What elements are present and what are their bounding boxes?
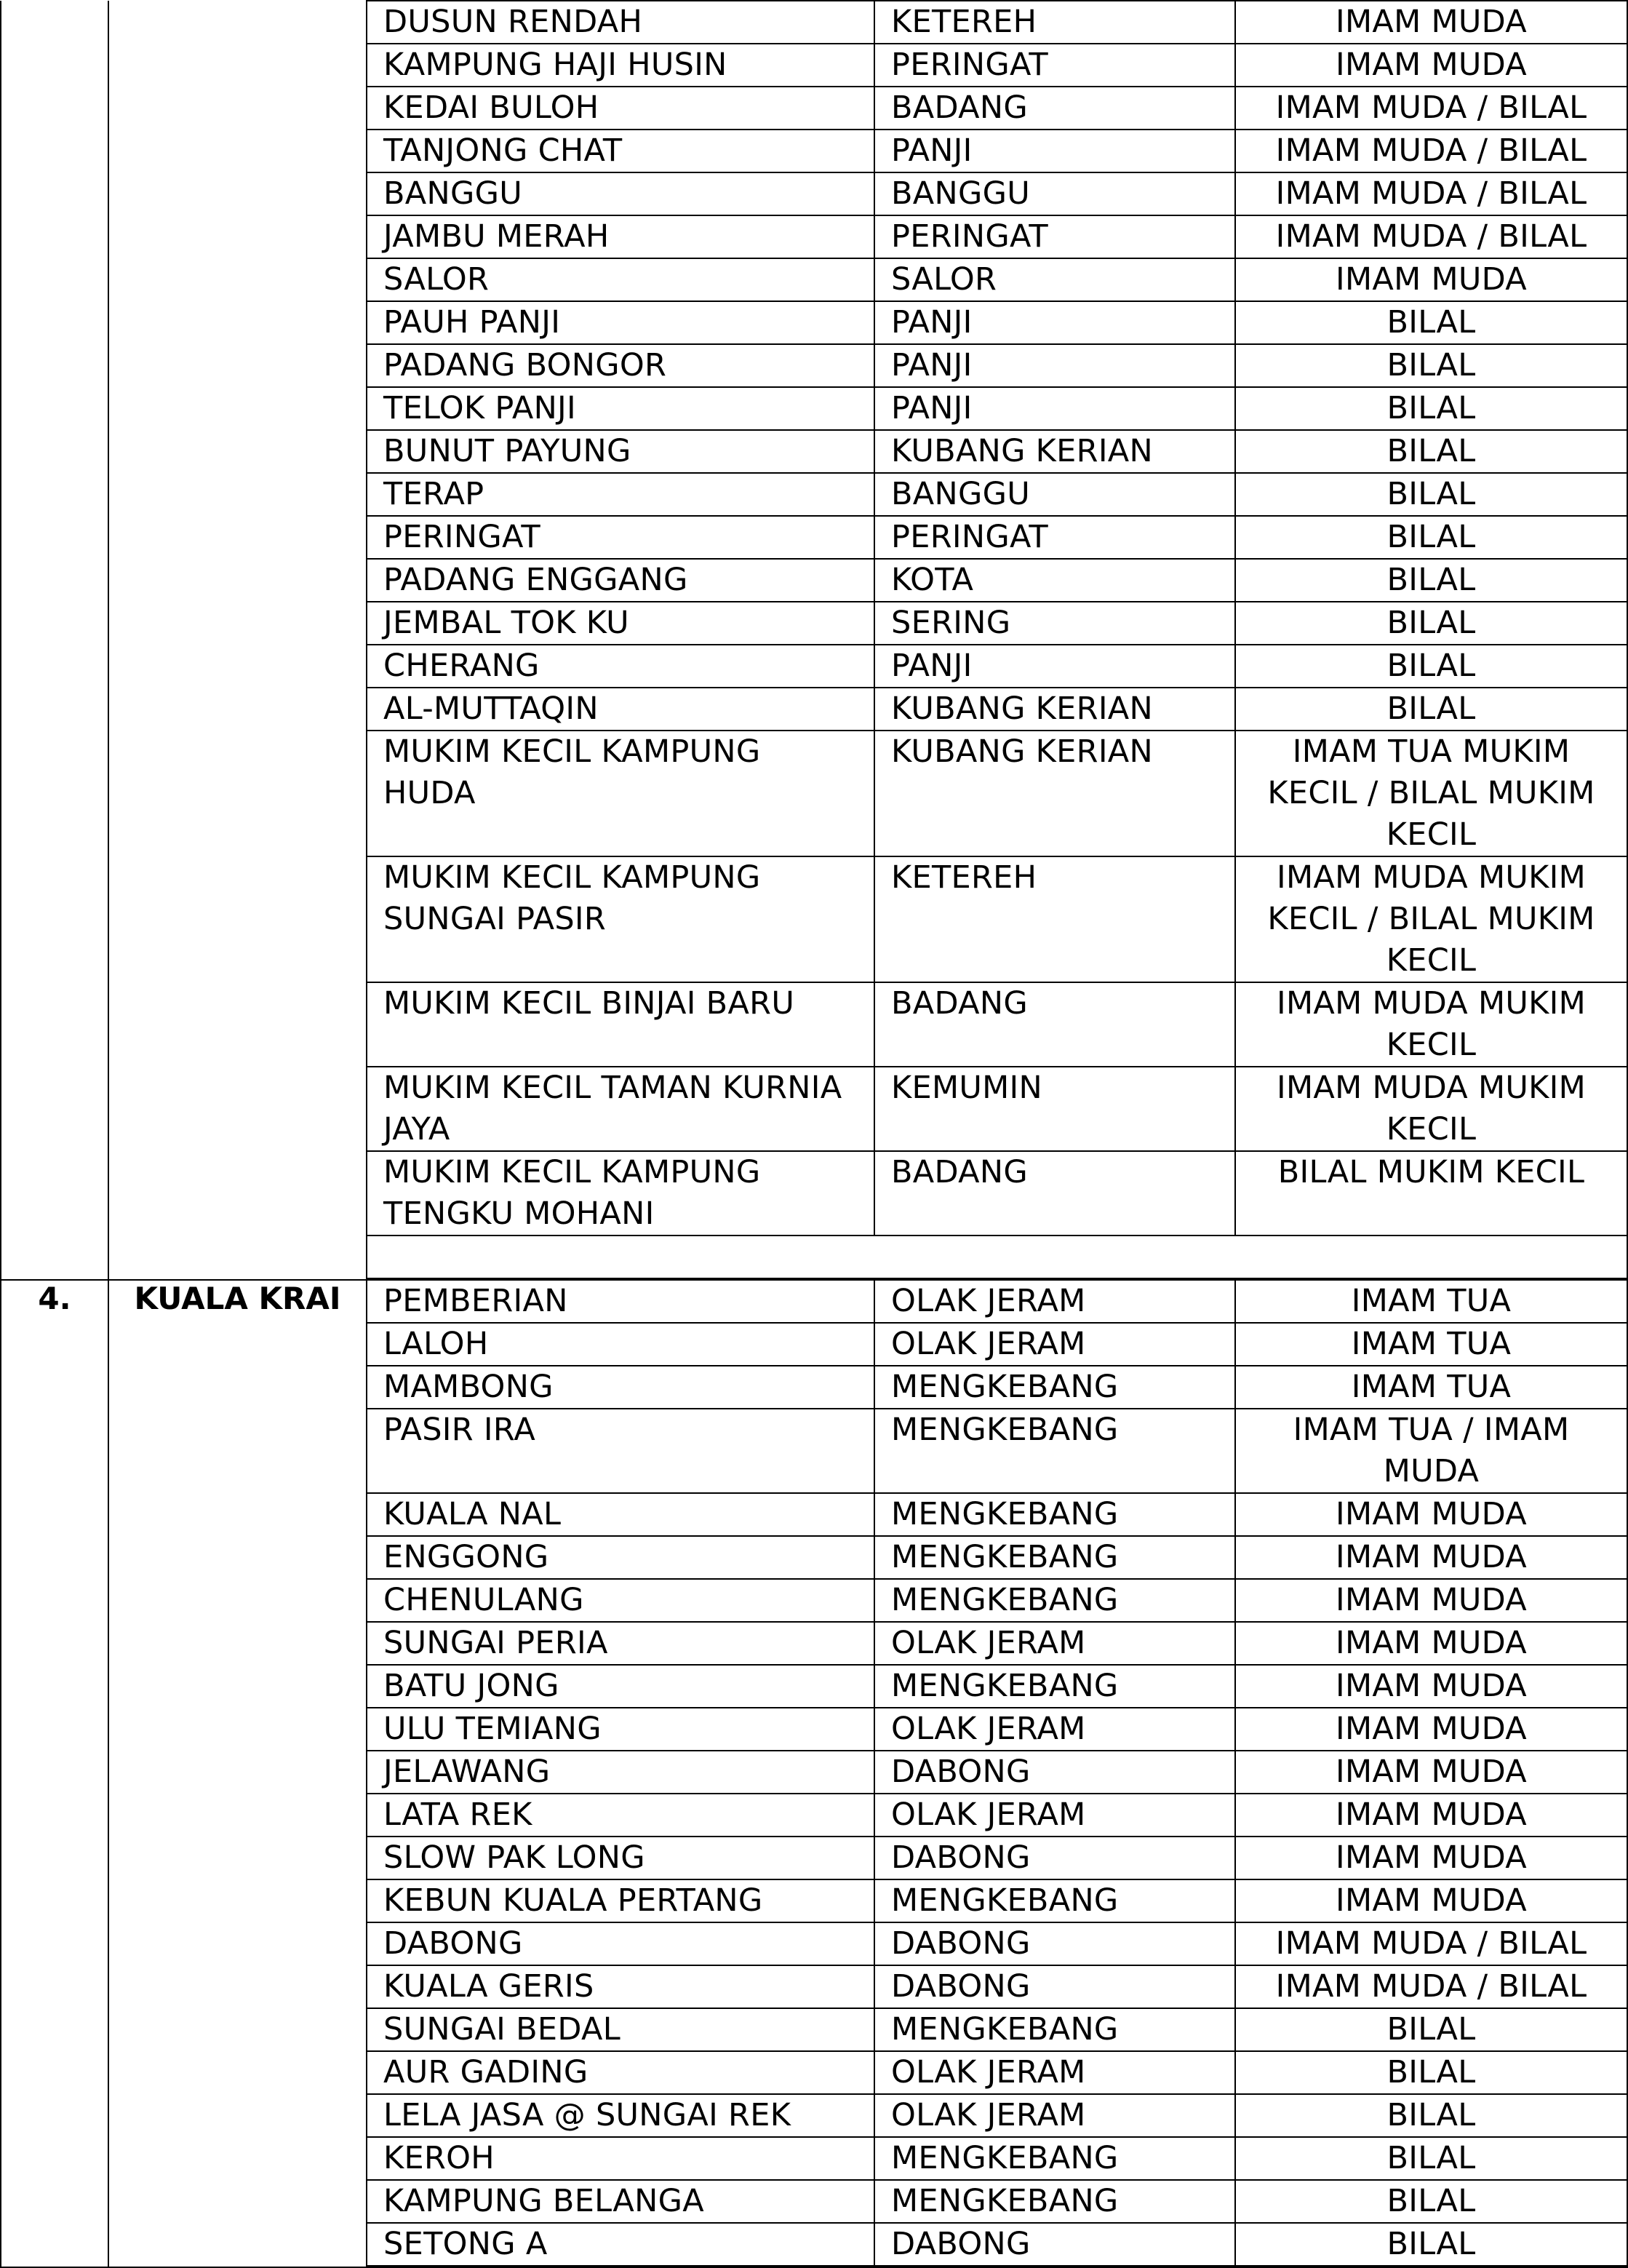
empty-row <box>367 1236 1627 1278</box>
mukim-cell: MENGKEBANG <box>874 2008 1235 2051</box>
village-cell: DABONG <box>367 1922 874 1965</box>
table-row <box>367 301 1627 344</box>
mukim-cell: SERING <box>874 602 1235 645</box>
village-cell: AL-MUTTAQIN <box>367 688 874 731</box>
post-cell: IMAM MUDA <box>1235 1708 1627 1751</box>
table-row <box>367 856 1627 982</box>
table-row <box>367 473 1627 516</box>
village-cell: MUKIM KECIL KAMPUNG HUDA <box>367 731 874 856</box>
table-row <box>367 1151 1627 1236</box>
table-row <box>367 2137 1627 2180</box>
mukim-cell: MENGKEBANG <box>874 1409 1235 1493</box>
post-cell: BILAL <box>1235 430 1627 473</box>
village-cell: BATU JONG <box>367 1665 874 1708</box>
mukim-cell: MENGKEBANG <box>874 2180 1235 2223</box>
table-row <box>367 602 1627 645</box>
village-cell: JELAWANG <box>367 1751 874 1794</box>
village-cell: BANGGU <box>367 172 874 215</box>
village-cell: ULU TEMIANG <box>367 1708 874 1751</box>
mukim-cell: PANJI <box>874 344 1235 387</box>
table-row <box>367 1281 1627 1323</box>
table-row <box>367 215 1627 258</box>
mukim-cell: OLAK JERAM <box>874 2094 1235 2137</box>
village-cell: BUNUT PAYUNG <box>367 430 874 473</box>
table-row <box>367 2180 1627 2223</box>
mukim-cell: PERINGAT <box>874 516 1235 559</box>
table-row <box>367 1366 1627 1409</box>
table-row <box>367 344 1627 387</box>
post-cell: IMAM TUA <box>1235 1366 1627 1409</box>
mukim-cell: OLAK JERAM <box>874 1323 1235 1366</box>
village-cell: KAMPUNG HAJI HUSIN <box>367 44 874 87</box>
mukim-cell: OLAK JERAM <box>874 1281 1235 1323</box>
district-name <box>108 1 367 1280</box>
village-cell: MUKIM KECIL TAMAN KURNIA JAYA <box>367 1067 874 1151</box>
post-cell: IMAM MUDA / BILAL <box>1235 172 1627 215</box>
village-cell: SLOW PAK LONG <box>367 1837 874 1879</box>
post-cell: IMAM MUDA <box>1235 1837 1627 1879</box>
mukim-cell: MENGKEBANG <box>874 1536 1235 1579</box>
mukim-cell: MENGKEBANG <box>874 1879 1235 1922</box>
table-row <box>367 1493 1627 1536</box>
post-cell: IMAM MUDA <box>1235 1794 1627 1837</box>
post-cell: BILAL <box>1235 473 1627 516</box>
mukim-cell: BADANG <box>874 87 1235 130</box>
village-list <box>367 1281 1627 2267</box>
village-cell: ENGGONG <box>367 1536 874 1579</box>
table-row <box>367 645 1627 688</box>
mukim-cell: KETEREH <box>874 856 1235 982</box>
table-row <box>367 2051 1627 2094</box>
table-row <box>367 731 1627 856</box>
post-cell: IMAM MUDA MUKIM KECIL <box>1235 982 1627 1067</box>
mukim-cell: DABONG <box>874 1922 1235 1965</box>
table-row <box>367 1837 1627 1879</box>
table-row <box>367 1579 1627 1622</box>
mukim-cell: OLAK JERAM <box>874 1622 1235 1665</box>
village-cell: SUNGAI BEDAL <box>367 2008 874 2051</box>
village-cell: KEBUN KUALA PERTANG <box>367 1879 874 1922</box>
post-cell: IMAM TUA <box>1235 1281 1627 1323</box>
post-cell: IMAM MUDA <box>1235 1493 1627 1536</box>
post-cell: IMAM MUDA <box>1235 1665 1627 1708</box>
post-cell: BILAL <box>1235 2223 1627 2266</box>
empty-cell <box>367 1236 1627 1278</box>
table-row <box>367 258 1627 301</box>
post-cell: IMAM TUA MUKIM KECIL / BILAL MUKIM KECIL <box>1235 731 1627 856</box>
mukim-cell: MENGKEBANG <box>874 1366 1235 1409</box>
table-row <box>367 1794 1627 1837</box>
table-row <box>367 559 1627 602</box>
village-cell: KUALA GERIS <box>367 1965 874 2008</box>
district-number <box>1 1 108 1280</box>
post-cell: BILAL <box>1235 516 1627 559</box>
post-cell: BILAL <box>1235 645 1627 688</box>
village-cell: KAMPUNG BELANGA <box>367 2180 874 2223</box>
table-row <box>367 688 1627 731</box>
village-cell: LATA REK <box>367 1794 874 1837</box>
post-cell: BILAL <box>1235 2051 1627 2094</box>
post-cell: BILAL <box>1235 387 1627 430</box>
post-cell: IMAM MUDA / BILAL <box>1235 130 1627 172</box>
table-row <box>367 387 1627 430</box>
post-cell: IMAM MUDA <box>1235 1 1627 44</box>
table-row <box>367 172 1627 215</box>
village-cell: SUNGAI PERIA <box>367 1622 874 1665</box>
village-cell: PADANG BONGOR <box>367 344 874 387</box>
village-list <box>367 1 1627 1279</box>
village-cell: CHENULANG <box>367 1579 874 1622</box>
table-row <box>367 1922 1627 1965</box>
village-cell: JAMBU MERAH <box>367 215 874 258</box>
village-cell: CHERANG <box>367 645 874 688</box>
post-cell: IMAM TUA <box>1235 1323 1627 1366</box>
post-cell: IMAM MUDA <box>1235 1879 1627 1922</box>
village-cell: TELOK PANJI <box>367 387 874 430</box>
post-cell: IMAM TUA / IMAM MUDA <box>1235 1409 1627 1493</box>
table-row <box>367 1622 1627 1665</box>
mukim-cell: KUBANG KERIAN <box>874 731 1235 856</box>
table-row <box>367 430 1627 473</box>
mukim-cell: BANGGU <box>874 473 1235 516</box>
district-name: KUALA KRAI <box>108 1280 367 2267</box>
table-row <box>367 1708 1627 1751</box>
village-cell: PEMBERIAN <box>367 1281 874 1323</box>
village-cell: SETONG A <box>367 2223 874 2266</box>
post-cell: BILAL <box>1235 301 1627 344</box>
table-row <box>367 87 1627 130</box>
mukim-cell: DABONG <box>874 1965 1235 2008</box>
village-cell: DUSUN RENDAH <box>367 1 874 44</box>
district-section <box>1 1 1627 1280</box>
mukim-cell: KOTA <box>874 559 1235 602</box>
post-cell: BILAL <box>1235 2137 1627 2180</box>
mukim-cell: PANJI <box>874 645 1235 688</box>
village-cell: PERINGAT <box>367 516 874 559</box>
village-cell: MUKIM KECIL BINJAI BARU <box>367 982 874 1067</box>
post-cell: IMAM MUDA MUKIM KECIL <box>1235 1067 1627 1151</box>
village-cell: PADANG ENGGANG <box>367 559 874 602</box>
table-row <box>367 1 1627 44</box>
mukim-cell: OLAK JERAM <box>874 2051 1235 2094</box>
post-cell: BILAL <box>1235 344 1627 387</box>
district-section <box>1 1280 1627 2267</box>
village-cell: SALOR <box>367 258 874 301</box>
post-cell: BILAL <box>1235 559 1627 602</box>
post-cell: BILAL MUKIM KECIL <box>1235 1151 1627 1236</box>
mukim-cell: PANJI <box>874 387 1235 430</box>
mukim-cell: KUBANG KERIAN <box>874 688 1235 731</box>
post-cell: IMAM MUDA <box>1235 1579 1627 1622</box>
post-cell: IMAM MUDA MUKIM KECIL / BILAL MUKIM KECIL <box>1235 856 1627 982</box>
mukim-cell: MENGKEBANG <box>874 1665 1235 1708</box>
mukim-cell: PERINGAT <box>874 44 1235 87</box>
mukim-cell: OLAK JERAM <box>874 1708 1235 1751</box>
post-cell: BILAL <box>1235 2008 1627 2051</box>
table-row <box>367 1409 1627 1493</box>
table-row <box>367 2223 1627 2266</box>
village-cell: AUR GADING <box>367 2051 874 2094</box>
mukim-cell: SALOR <box>874 258 1235 301</box>
mukim-cell: KEMUMIN <box>874 1067 1235 1151</box>
village-cell: TERAP <box>367 473 874 516</box>
village-cell: PAUH PANJI <box>367 301 874 344</box>
table-row <box>367 1751 1627 1794</box>
village-cell: JEMBAL TOK KU <box>367 602 874 645</box>
district-number: 4. <box>1 1280 108 2267</box>
mukim-cell: BADANG <box>874 982 1235 1067</box>
post-cell: IMAM MUDA / BILAL <box>1235 1922 1627 1965</box>
table-row <box>367 130 1627 172</box>
table-row <box>367 516 1627 559</box>
post-cell: IMAM MUDA <box>1235 44 1627 87</box>
post-cell: IMAM MUDA / BILAL <box>1235 215 1627 258</box>
district-rows <box>367 1 1627 1280</box>
mukim-cell: DABONG <box>874 1751 1235 1794</box>
post-cell: IMAM MUDA <box>1235 258 1627 301</box>
village-cell: MAMBONG <box>367 1366 874 1409</box>
table-row <box>367 44 1627 87</box>
mukim-cell: PANJI <box>874 301 1235 344</box>
post-cell: IMAM MUDA / BILAL <box>1235 1965 1627 2008</box>
table-row <box>367 1323 1627 1366</box>
mukim-cell: KUBANG KERIAN <box>874 430 1235 473</box>
table-row <box>367 1965 1627 2008</box>
village-cell: KEROH <box>367 2137 874 2180</box>
post-cell: IMAM MUDA <box>1235 1751 1627 1794</box>
post-cell: BILAL <box>1235 688 1627 731</box>
post-cell: BILAL <box>1235 2180 1627 2223</box>
mukim-cell: MENGKEBANG <box>874 2137 1235 2180</box>
village-cell: TANJONG CHAT <box>367 130 874 172</box>
table-row <box>367 2094 1627 2137</box>
village-cell: MUKIM KECIL KAMPUNG SUNGAI PASIR <box>367 856 874 982</box>
table-row <box>367 1665 1627 1708</box>
mukim-cell: PANJI <box>874 130 1235 172</box>
village-cell: LELA JASA @ SUNGAI REK <box>367 2094 874 2137</box>
village-cell: KEDAI BULOH <box>367 87 874 130</box>
post-cell: IMAM MUDA <box>1235 1622 1627 1665</box>
table-row <box>367 2008 1627 2051</box>
mukim-cell: OLAK JERAM <box>874 1794 1235 1837</box>
mukim-cell: KETEREH <box>874 1 1235 44</box>
mukim-cell: BADANG <box>874 1151 1235 1236</box>
village-cell: MUKIM KECIL KAMPUNG TENGKU MOHANI <box>367 1151 874 1236</box>
village-cell: PASIR IRA <box>367 1409 874 1493</box>
mukim-cell: MENGKEBANG <box>874 1493 1235 1536</box>
post-cell: BILAL <box>1235 2094 1627 2137</box>
district-rows <box>367 1280 1627 2267</box>
table-row <box>367 982 1627 1067</box>
mukim-cell: DABONG <box>874 2223 1235 2266</box>
post-cell: BILAL <box>1235 602 1627 645</box>
table-row <box>367 1879 1627 1922</box>
village-cell: KUALA NAL <box>367 1493 874 1536</box>
table-row <box>367 1536 1627 1579</box>
mukim-cell: DABONG <box>874 1837 1235 1879</box>
post-cell: IMAM MUDA / BILAL <box>1235 87 1627 130</box>
village-cell: LALOH <box>367 1323 874 1366</box>
post-cell: IMAM MUDA <box>1235 1536 1627 1579</box>
table-row <box>367 1067 1627 1151</box>
mukim-cell: PERINGAT <box>874 215 1235 258</box>
mukim-cell: BANGGU <box>874 172 1235 215</box>
mukim-cell: MENGKEBANG <box>874 1579 1235 1622</box>
